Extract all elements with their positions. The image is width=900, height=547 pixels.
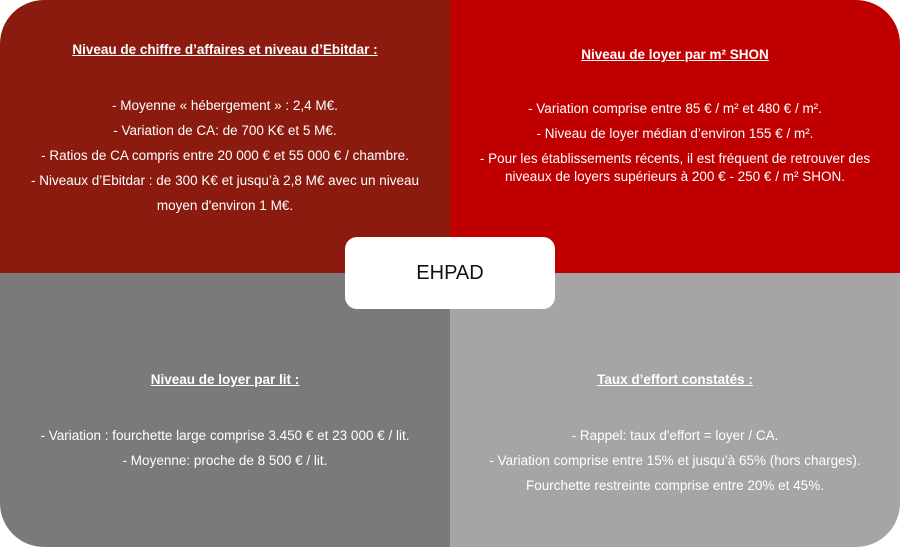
text-line: - Moyenne: proche de 8 500 € / lit. [122,453,328,468]
text-line: - Ratios de CA compris entre 20 000 € et 55 000 € / chambre. [41,148,409,163]
text-line: - Variation comprise entre 15% et jusqu’à 65% (hors charges). [489,453,861,468]
quadrant-text [0,93,450,218]
text-line: - Variation comprise entre 85 € / m² et 480 € / m². [528,101,822,116]
quadrant-revenue-ebitdar [0,0,450,273]
center-label-box [345,237,555,309]
text-line: - Moyenne « hébergement » : 2,4 M€. [112,98,338,113]
quadrant-text [450,96,900,186]
text-line: - Variation : fourchette large comprise 3.450 € et 23 000 € / lit. [40,428,410,443]
quadrant-rent-per-sqm [450,0,900,273]
text-line: - Pour les établissements récents, il est fréquent de retrouver des niveaux de loyers supérieurs à 200 € - 250 € / m² SHON. [479,151,871,184]
text-line: - Variation de CA: de 700 K€ et 5 M€. [113,123,337,138]
text-line: Fourchette restreinte comprise entre 20% et 45%. [526,478,824,493]
quadrant-text [450,423,900,498]
quadrant-title: Niveau de chiffre d’affaires et niveau d’Ebitdar : [72,42,378,57]
text-line: - Niveaux d’Ebitdar : de 300 K€ et jusqu’à 2,8 M€ avec un niveau moyen d'environ 1 M€. [31,173,419,213]
text-line: - Niveau de loyer médian d’environ 155 € / m². [536,126,814,141]
quadrant-title: Niveau de loyer par lit : [150,372,300,387]
quadrant-text [0,423,450,473]
text-line: - Rappel: taux d'effort = loyer / CA. [571,428,779,443]
quadrant-rent-per-bed [0,273,450,547]
quadrant-title: Taux d’effort constatés : [597,372,753,387]
center-label: EHPAD [416,261,484,284]
quadrant-effort-rate [450,273,900,547]
quadrant-title: Niveau de loyer par m² SHON [581,47,769,62]
